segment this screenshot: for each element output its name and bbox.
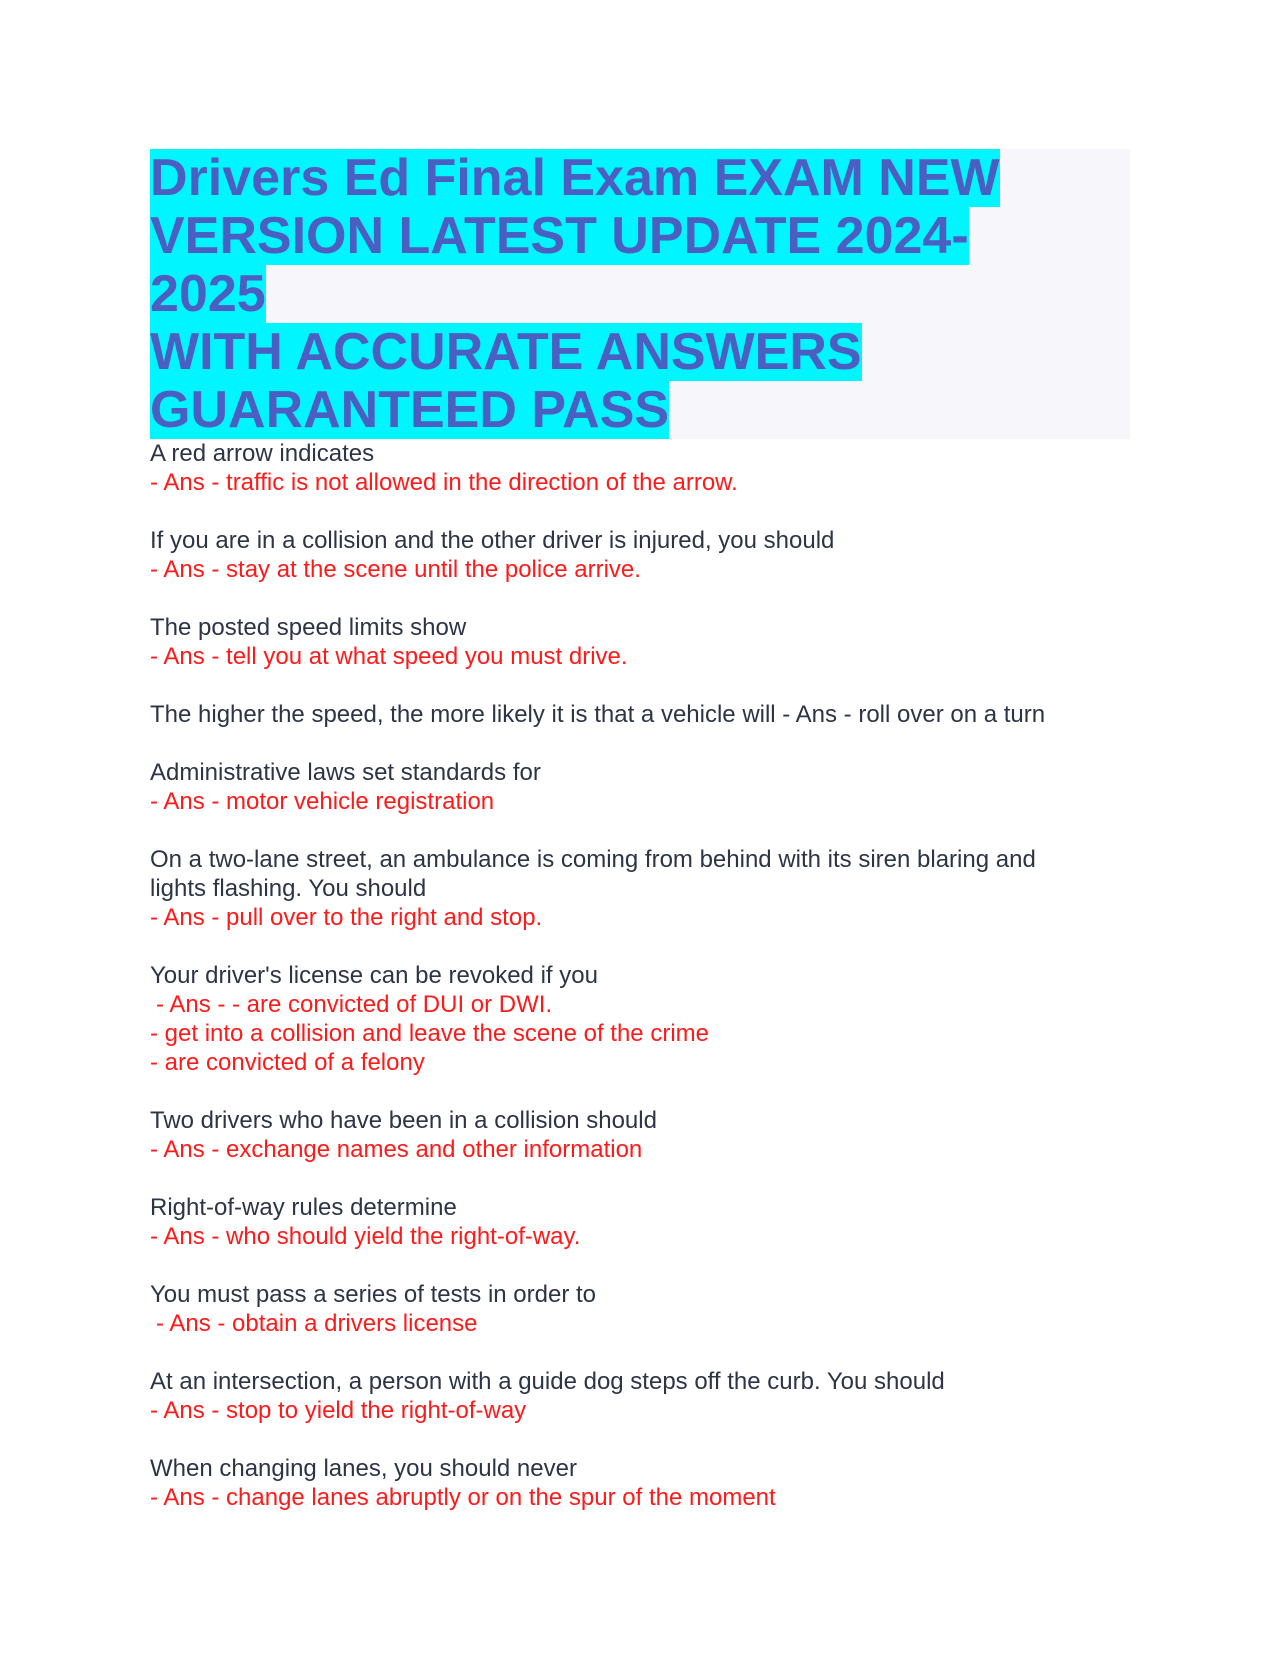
qa-item-7: [150, 961, 1130, 1077]
answer-1: - Ans - - are convicted of DUI or DWI.: [156, 991, 553, 1018]
qa-item-9: [150, 1193, 1130, 1251]
qa-item-11: [150, 1367, 1130, 1425]
answer-3: - are convicted of a felony: [150, 1049, 425, 1076]
title-line-2: VERSION LATEST UPDATE 2024-2025: [150, 207, 969, 323]
question: When changing lanes, you should never: [150, 1455, 577, 1482]
answer: - Ans - traffic is not allowed in the direction of the arrow.: [150, 469, 738, 496]
qa-item-2: [150, 526, 1130, 584]
title-line-4: GUARANTEED PASS: [150, 381, 670, 439]
question: Administrative laws set standards for: [150, 759, 541, 786]
qa-item-8: [150, 1106, 1130, 1164]
title-line-3: WITH ACCURATE ANSWERS: [150, 323, 862, 381]
answer: - Ans - obtain a drivers license: [156, 1310, 478, 1337]
document-title: [150, 149, 1060, 439]
answer: - Ans - change lanes abruptly or on the spur of the moment: [150, 1484, 776, 1511]
question: The posted speed limits show: [150, 614, 467, 641]
qa-item-10: [150, 1280, 1130, 1338]
document-page: [150, 149, 1130, 1541]
answer: - Ans - pull over to the right and stop.: [150, 904, 543, 931]
title-line-1: Drivers Ed Final Exam EXAM NEW: [150, 149, 1000, 207]
question: Your driver's license can be revoked if you: [150, 962, 598, 989]
qa-item-5: [150, 758, 1130, 816]
answer: - Ans - stay at the scene until the police arrive.: [150, 556, 641, 583]
answer: - Ans - exchange names and other information: [150, 1136, 643, 1163]
qa-item-1: [150, 439, 1130, 497]
question-with-inline-answer: The higher the speed, the more likely it is that a vehicle will - Ans - roll over on a turn: [150, 701, 1046, 728]
title-box: [150, 149, 1130, 439]
qa-item-6: [150, 845, 1130, 932]
question-line-2: lights flashing. You should: [150, 875, 427, 902]
question: At an intersection, a person with a guide dog steps off the curb. You should: [150, 1368, 945, 1395]
answer-2: - get into a collision and leave the scene of the crime: [150, 1020, 709, 1047]
question: If you are in a collision and the other driver is injured, you should: [150, 527, 835, 554]
question: A red arrow indicates: [150, 440, 375, 467]
answer: - Ans - stop to yield the right-of-way: [150, 1397, 527, 1424]
question: You must pass a series of tests in order to: [150, 1281, 597, 1308]
qa-item-3: [150, 613, 1130, 671]
answer: - Ans - tell you at what speed you must drive.: [150, 643, 628, 670]
answer: - Ans - who should yield the right-of-way.: [150, 1223, 581, 1250]
question: Right-of-way rules determine: [150, 1194, 457, 1221]
question: Two drivers who have been in a collision should: [150, 1107, 657, 1134]
question-line-1: On a two-lane street, an ambulance is coming from behind with its siren blaring and: [150, 846, 1036, 873]
qa-item-12: [150, 1454, 1130, 1512]
answer: - Ans - motor vehicle registration: [150, 788, 495, 815]
qa-item-4: [150, 700, 1130, 729]
